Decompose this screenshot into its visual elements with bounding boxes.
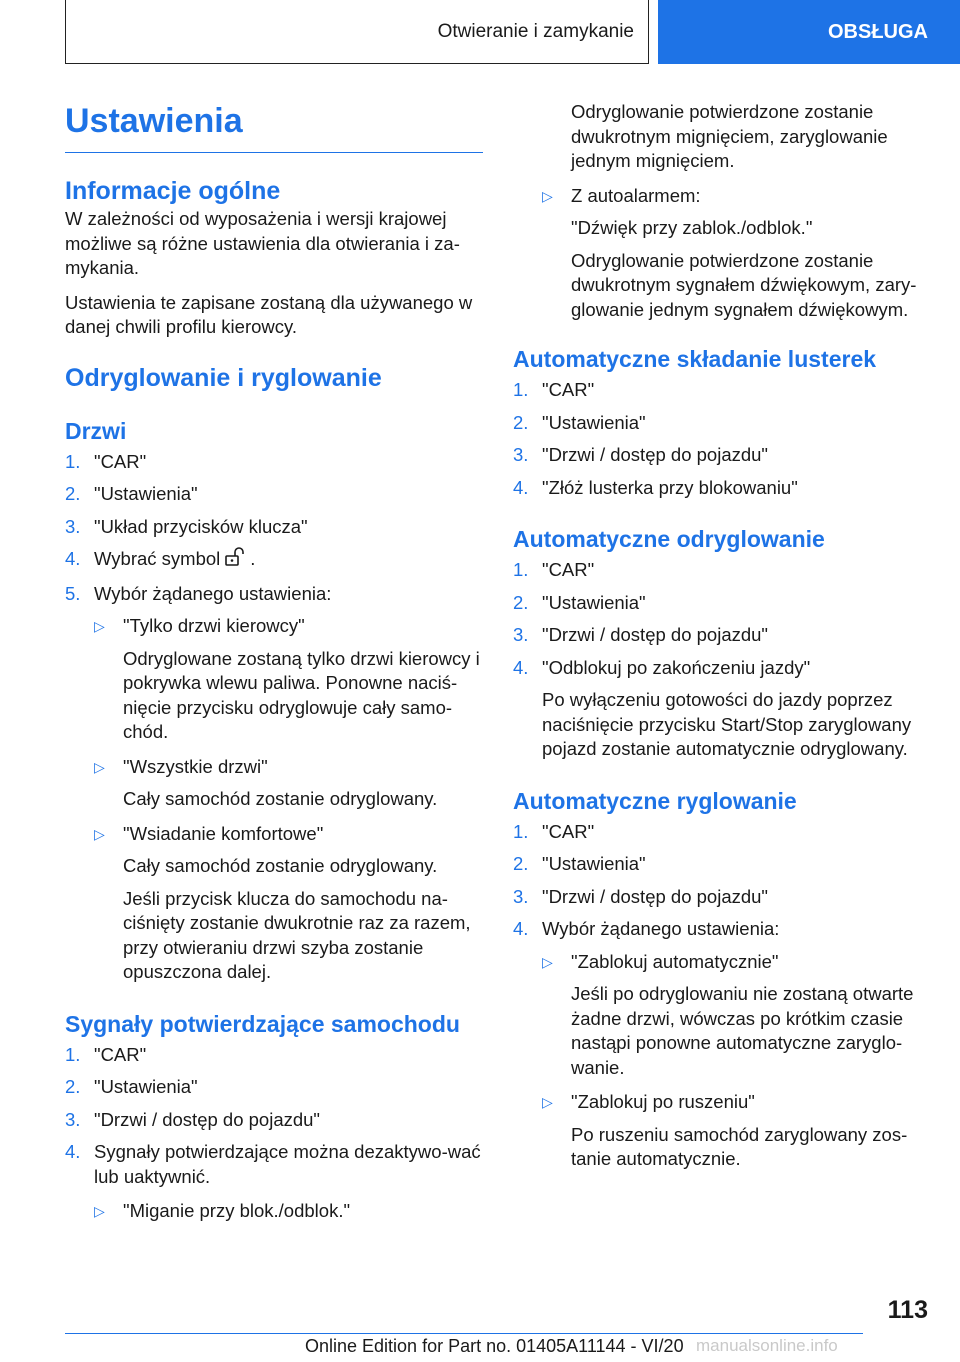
list-item [513,820,933,845]
step-number: 2. [513,411,529,433]
step-text: "CAR" [542,559,595,580]
list-item [65,1140,483,1189]
option-description: Odryglowanie potwierdzone zostanie dwukrotnym mignięciem, zaryglowanie jednym mignięciem. [571,101,888,171]
step-number: 5. [65,582,81,604]
option-item [65,755,483,780]
doors-heading: Drzwi [65,417,127,444]
step-number: 2. [65,483,81,504]
list-item [65,482,483,507]
list-item [513,917,933,942]
step-text: Wybór żądanego ustawienia: [94,582,332,604]
step-description: Po wyłączeniu gotowości do jazdy poprzez naciśnięcie przycisku Start/Stop zaryglowany pojazd zostanie automatycznie odryglowany. [542,689,912,759]
watermark: manualsonline.info [696,1336,838,1355]
option-description: Odryglowane zostaną tylko drzwi kierowcy i pokrywka wlewu paliwa. Ponowne naciś-nięcie przycisku odryglowuje cały samo-chód. [123,647,480,742]
auto-unlock-heading: Automatyczne odryglowanie [513,526,825,552]
step-text: Sygnały potwierdzające można dezaktywo-wać lub uaktywnić. [94,1141,481,1187]
option-description: Odryglowanie potwierdzone zostanie dwukrotnym sygnałem dźwiękowym, zary-glowanie jednym sygnałem dźwiękowym. [571,249,917,320]
list-item [513,852,933,877]
option-item [513,950,933,975]
list-item [65,1043,483,1068]
footer-divider [65,1333,863,1334]
option-description: Jeśli po odryglowaniu nie zostaną otwarte żadne drzwi, wówczas po krótkim czasie nastąpi ponowne automatyczne zaryglo-wanie. [571,983,914,1078]
section-label: Otwieranie i zamykanie [437,20,634,42]
triangle-bullet-icon: ▷ [94,825,105,842]
option-description: Cały samochód zostanie odryglowany. [123,788,438,809]
step-number: 2. [65,1076,81,1097]
page-number: 113 [887,1296,928,1324]
step-number: 3. [513,444,529,465]
lock-section-heading: Odryglowanie i ryglowanie [65,363,382,392]
step-number: 3. [513,624,529,645]
step-text: "Ustawienia" [94,483,198,504]
right-column [513,100,933,1172]
left-column [65,100,483,1224]
unlock-icon [224,547,246,574]
list-item [65,1108,483,1133]
step-number: 4. [513,476,529,498]
step-text: "CAR" [542,820,595,842]
option-description: Cały samochód zostanie odryglowany. [123,855,438,876]
list-item [513,378,933,403]
list-item [513,885,933,910]
step-number: 1. [65,450,81,472]
option-label: "Tylko drzwi kierowcy" [123,615,305,636]
step-text: "CAR" [94,450,147,472]
list-item [513,476,933,501]
step-text: "Układ przycisków klucza" [94,515,308,537]
step-text: "Ustawienia" [542,411,646,433]
option-quote: "Dźwięk przy zablok./odblok." [571,217,813,238]
option-description: Po ruszeniu samochód zaryglowany zos-tanie automatycznie. [571,1123,908,1169]
step-number: 4. [513,918,529,939]
general-heading: Informacje ogólne [65,177,281,205]
step-number: 3. [65,515,81,537]
step-number: 1. [513,379,529,400]
option-label: "Zablokuj po ruszeniu" [571,1091,755,1112]
list-item [65,1075,483,1100]
step-number: 1. [65,1043,81,1065]
step-number: 3. [513,885,529,907]
mirrors-heading: Automatyczne składanie lusterek [513,346,877,372]
step-text: Wybór żądanego ustawienia: [542,918,780,939]
list-item: 4. Wybrać symbol . [65,547,483,574]
step-text: Wybrać symbol [94,548,221,570]
step-text: "Ustawienia" [542,591,646,613]
header-section-title [65,0,649,64]
list-item [65,515,483,540]
step-text: "CAR" [94,1043,147,1065]
step-text: "Złóż lusterka przy blokowaniu" [542,476,798,498]
option-description: Jeśli przycisk klucza do samochodu na-ciśnięty zostanie dwukrotnie raz za razem, przy otwieraniu drzwi szyba zostanie opuszczona dalej. [123,887,471,982]
list-item [513,558,933,583]
step-text: "Drzwi / dostęp do pojazdu" [94,1108,321,1130]
option-label: "Zablokuj automatycznie" [571,950,779,972]
triangle-bullet-icon: ▷ [94,618,105,634]
option-item [65,1199,483,1224]
triangle-bullet-icon: ▷ [542,187,553,204]
option-label: "Wszystkie drzwi" [123,755,268,777]
option-item [513,184,933,209]
step-number: 3. [65,1108,81,1130]
triangle-bullet-icon: ▷ [542,953,553,970]
general-paragraph-1: W zależności od wyposażenia i wersji krajowej możliwe są różne ustawienia dla otwierania i za-mykania. [65,208,460,278]
list-item [513,591,933,616]
step-number: 4. [65,548,81,569]
step-text: "Drzwi / dostęp do pojazdu" [542,885,769,907]
list-item [513,411,933,436]
option-label: "Miganie przy blok./odblok." [123,1200,351,1221]
step-number: 1. [513,559,529,580]
step-number: 4. [65,1141,81,1162]
triangle-bullet-icon: ▷ [94,758,105,775]
step-text: "Ustawienia" [94,1076,198,1097]
footer-edition: Online Edition for Part no. 01405A11144 - VI/20 [305,1336,684,1356]
step-text: "Drzwi / dostęp do pojazdu" [542,444,769,465]
step-number: 2. [513,591,529,613]
step-number: 1. [513,820,529,842]
chapter-tab[interactable] [658,0,960,64]
option-item [65,822,483,847]
list-item [513,623,933,648]
general-paragraph-2: Ustawienia te zapisane zostaną dla używanego w danej chwili profilu kierowcy. [65,291,473,337]
option-label: "Wsiadanie komfortowe" [123,822,324,844]
signals-heading: Sygnały potwierdzające samochodu [65,1010,460,1037]
step-text: "Odblokuj po zakończeniu jazdy" [542,656,811,678]
step-text: "Drzwi / dostęp do pojazdu" [542,624,769,645]
option-label: Z autoalarmem: [571,184,701,206]
step-text: "CAR" [542,379,595,400]
chapter-tab-label: OBSŁUGA [828,20,928,43]
list-item [513,656,933,681]
list-item [513,443,933,468]
auto-lock-heading: Automatyczne ryglowanie [513,787,797,814]
list-item [65,582,483,607]
triangle-bullet-icon: ▷ [94,1203,105,1219]
list-item [65,450,483,475]
option-item [513,1090,933,1115]
triangle-bullet-icon: ▷ [542,1094,553,1110]
step-text: "Ustawienia" [542,853,646,874]
option-item [65,614,483,639]
step-number: 4. [513,656,529,678]
page-title: Ustawienia [65,100,483,153]
step-number: 2. [513,853,529,874]
